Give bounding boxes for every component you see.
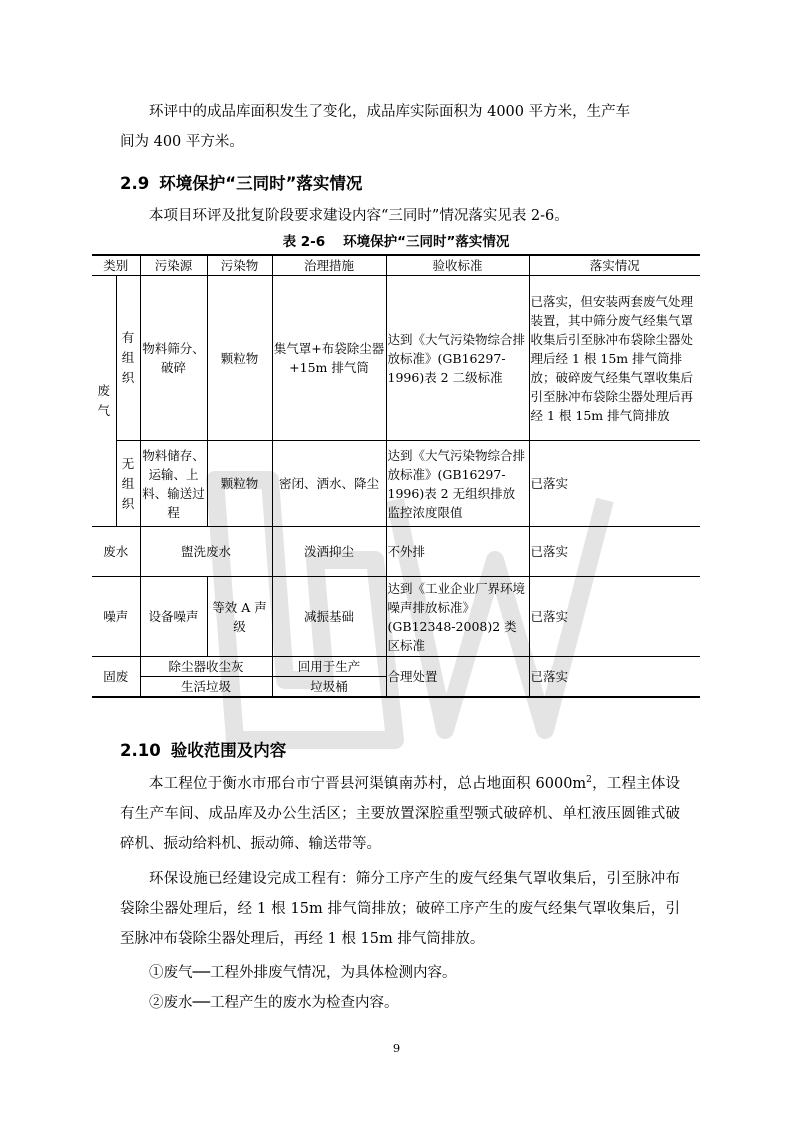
cell-wastewater-source: 盥洗废水 [140, 527, 272, 577]
section-title: 验收范围及内容 [170, 741, 287, 760]
cell-solid-measures-2: 垃圾桶 [272, 677, 386, 698]
p1-superscript: 2 [586, 775, 592, 786]
cell-solid-measures-1: 回用于生产 [272, 657, 386, 677]
section-2-10-paragraph-2: 环保设施已经建设完成工程有：筛分工序产生的废气经集气罩收集后，引至脉冲布袋除尘器处理后，经 1 根 15m 排气筒排放；破碎工序产生的废气经集气罩收集后，引至脉冲布袋除尘器处理后，再经 1 根 15m 排气筒排放。 [120, 871, 680, 947]
cell-wastewater-measures: 泼洒抑尘 [272, 527, 386, 577]
list-item-wastewater: ②废水──工程产生的废水为检查内容。 [149, 995, 399, 1011]
section-number: 2.9 [120, 174, 150, 193]
cell-noise-standard: 达到《工业企业厂界环境噪声排放标准》(GB12348-2008)2 类区标准 [386, 577, 529, 657]
p1-text-end: ，工程主体设有生产车间、成品库及办公生活区；主要放置深腔重型颚式破碎机、单杠液压圆锥式破碎机、振动给料机、振动筛、输送带等。 [120, 776, 680, 852]
intro-line-2: 间为 400 平方米。 [120, 134, 244, 150]
cell-noise-measures: 减振基础 [272, 577, 386, 657]
header-category: 类别 [92, 255, 140, 276]
header-status: 落实情况 [529, 255, 700, 276]
table-header-row [92, 255, 700, 276]
cell-unorganized-measures: 密闭、洒水、降尘 [272, 441, 386, 527]
cell-waste-gas [92, 276, 116, 527]
table-row [92, 527, 700, 577]
cell-solid-status: 已落实 [529, 657, 700, 698]
header-source: 污染源 [140, 255, 207, 276]
table-row [92, 577, 700, 657]
cell-noise-category: 噪声 [92, 577, 140, 657]
section-heading-2-10 [120, 737, 286, 761]
cell-organized-pollutant: 颗粒物 [207, 276, 272, 441]
cell-organized-status: 已落实，但安装两套废气处理装置，其中筛分废气经集气罩收集后引至脉冲布袋除尘器处理后经 1 根 15m 排气筒排放；破碎废气经集气罩收集后引至脉冲布袋除尘器处理后再经 1 根 15m 排气筒排放 [529, 276, 700, 441]
cell-unorganized-standard: 达到《大气污染物综合排放标准》(GB16297-1996)表 2 无组织排放监控浓度限值 [386, 441, 529, 527]
intro-line-1: 环评中的成品库面积发生了变化，成品库实际面积为 4000 平方米，生产车 [149, 104, 631, 120]
cell-wastewater-category: 废水 [92, 527, 140, 577]
cell-organized-source: 物料筛分、破碎 [140, 276, 207, 441]
header-measures: 治理措施 [272, 255, 386, 276]
cell-unorganized-status: 已落实 [529, 441, 700, 527]
cell-wastewater-status: 已落实 [529, 527, 700, 577]
cell-organized-standard: 达到《大气污染物综合排放标准》(GB16297-1996)表 2 二级标准 [386, 276, 529, 441]
table-caption-title: 环境保护“三同时”落实情况 [343, 234, 510, 250]
table-row [92, 441, 700, 527]
table-row [92, 657, 700, 677]
header-pollutant: 污染物 [207, 255, 272, 276]
cell-solid-standard: 合理处置 [386, 657, 529, 698]
cell-unorganized [116, 441, 140, 527]
cell-solid-source-1: 除尘器收尘灰 [140, 657, 272, 677]
table-caption-number: 表 2-6 [282, 234, 326, 250]
table-row [92, 276, 700, 441]
cell-unorganized-pollutant: 颗粒物 [207, 441, 272, 527]
three-simultaneous-table [92, 254, 700, 698]
cell-noise-pollutant: 等效 A 声级 [207, 577, 272, 657]
table-caption [92, 230, 700, 250]
section-number: 2.10 [120, 741, 161, 760]
cell-noise-status: 已落实 [529, 577, 700, 657]
section-2-10-paragraph-1 [120, 769, 680, 859]
organized-label: 有组织 [121, 330, 135, 385]
cell-unorganized-source: 物料储存、运输、上料、输送过程 [140, 441, 207, 527]
list-item-waste-gas: ①废气──工程外排废气情况，为具体检测内容。 [149, 965, 457, 981]
unorganized-label: 无组织 [121, 455, 135, 511]
section-title: 环境保护“三同时”落实情况 [159, 174, 363, 193]
p1-text-start: 本工程位于衡水市邢台市宁晋县河渠镇南苏村，总占地面积 6000m [149, 776, 587, 792]
section-heading-2-9 [120, 170, 362, 194]
cell-organized-measures: 集气罩+布袋除尘器+15m 排气筒 [272, 276, 386, 441]
section-2-9-paragraph: 本项目环评及批复阶段要求建设内容“三同时”情况落实见表 2-6。 [149, 208, 569, 224]
waste-gas-label: 废气 [97, 383, 110, 418]
cell-wastewater-standard: 不外排 [386, 527, 529, 577]
intro-paragraph [120, 97, 680, 157]
page-number: 9 [392, 1041, 401, 1055]
cell-solid-source-2: 生活垃圾 [140, 677, 272, 698]
cell-organized [116, 276, 140, 441]
header-standard: 验收标准 [386, 255, 529, 276]
cell-noise-source: 设备噪声 [140, 577, 207, 657]
cell-solid-category: 固废 [92, 657, 140, 698]
